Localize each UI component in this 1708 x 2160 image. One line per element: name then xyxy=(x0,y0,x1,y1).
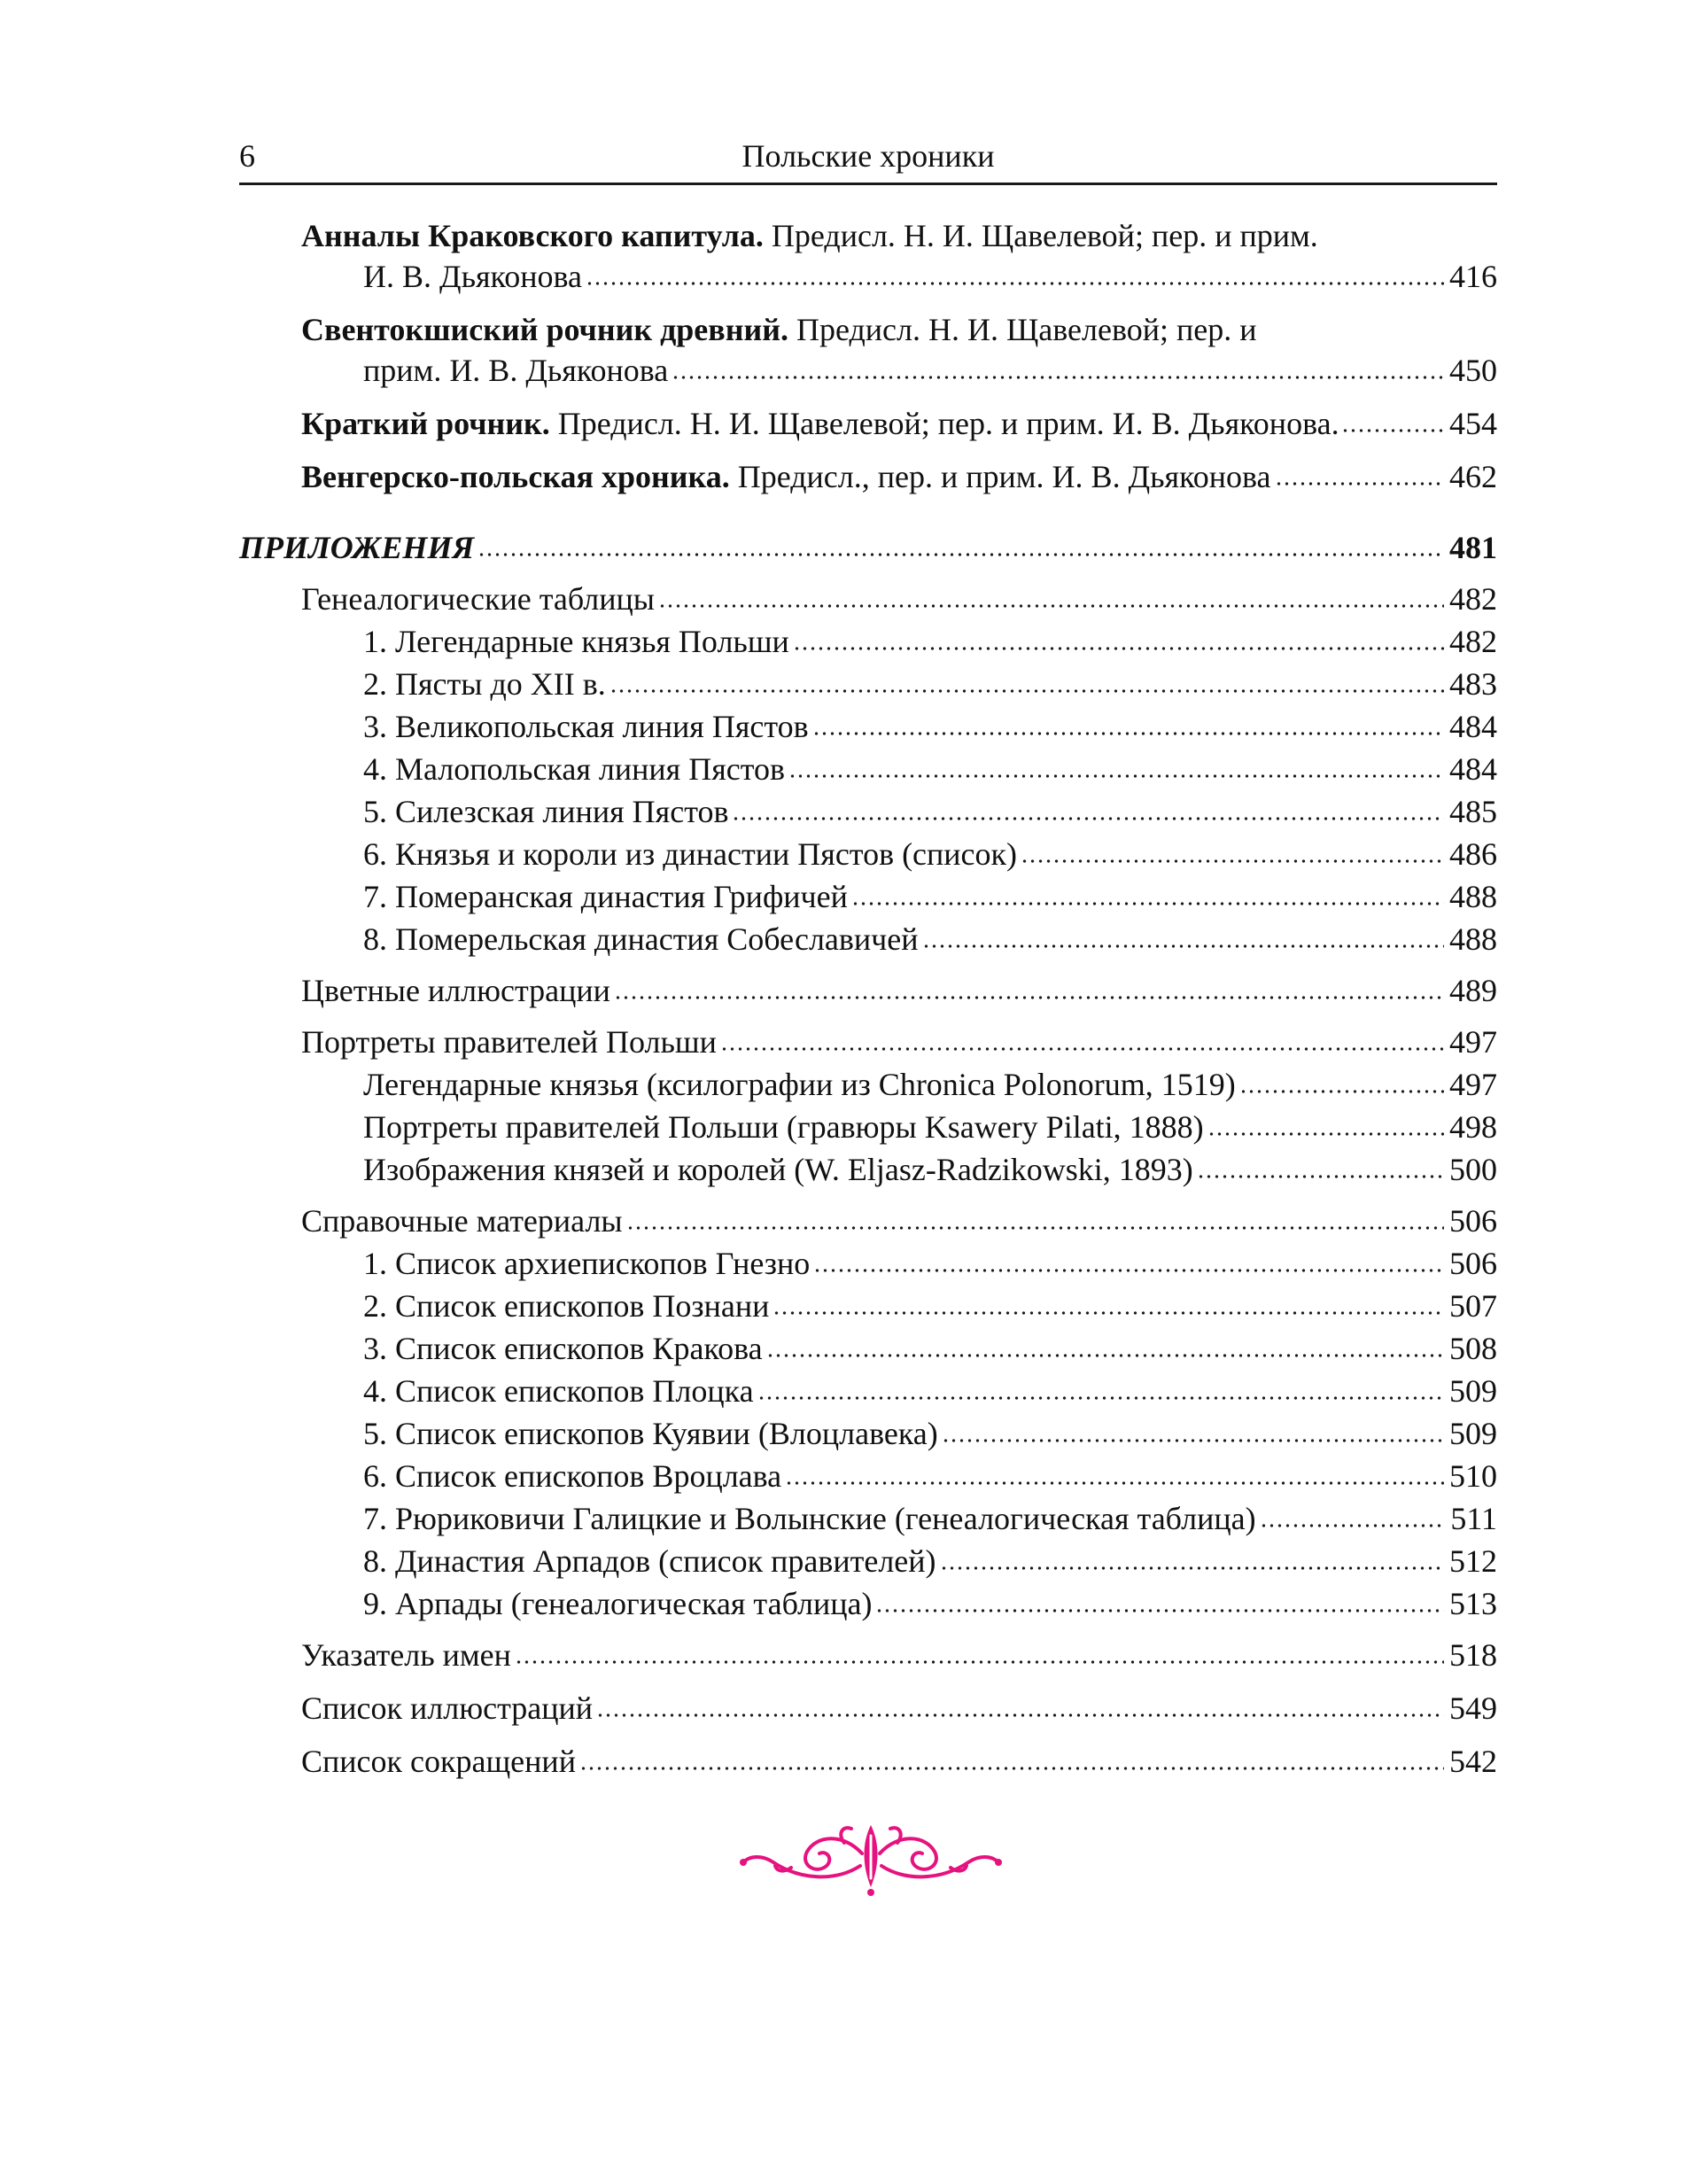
entry-credits-cont: прим. И. В. Дьяконова xyxy=(363,353,669,388)
toc-color-illustrations[interactable]: Цветные иллюстрации 489 xyxy=(301,973,1497,1008)
toc-reference-item[interactable]: 6. Список епископов Вроцлава 510 xyxy=(363,1458,1497,1494)
floral-ornament-icon xyxy=(738,1816,1004,1896)
leader-dots xyxy=(940,1563,1444,1573)
toc-genealogy-item[interactable]: 6. Князья и короли из династии Пястов (список) 486 xyxy=(363,836,1497,872)
leader-dots xyxy=(788,771,1444,781)
page-ref: 462 xyxy=(1449,459,1497,494)
leader-dots xyxy=(757,1393,1444,1403)
toc-genealogy-item[interactable]: 3. Великопольская линия Пястов 484 xyxy=(363,709,1497,744)
toc-reference-item[interactable]: 3. Список епископов Кракова 508 xyxy=(363,1331,1497,1366)
entry-credits: Предисл. Н. И. Щавелевой; пер. и xyxy=(788,312,1257,347)
page-ref: 450 xyxy=(1449,353,1497,388)
toc-reference-item[interactable]: 9. Арпады (генеалогическая таблица) 513 xyxy=(363,1586,1497,1621)
toc-entry-short-annals[interactable] xyxy=(301,402,1497,445)
leader-dots xyxy=(515,1657,1444,1667)
entry-title: Краткий рочник. xyxy=(301,406,550,441)
leader-dots xyxy=(1275,478,1444,489)
leader-dots xyxy=(579,1763,1444,1774)
leader-dots xyxy=(812,728,1444,739)
toc-genealogy-item[interactable]: 2. Пясты до XII в. 483 xyxy=(363,666,1497,702)
leader-dots xyxy=(1239,1086,1444,1097)
leader-dots xyxy=(766,1350,1444,1361)
entry-title: Анналы Краковского капитула. xyxy=(301,218,764,253)
page-header xyxy=(239,133,1497,185)
leader-dots xyxy=(672,372,1444,383)
leader-dots xyxy=(793,643,1444,654)
toc-entry-hungarian-polish[interactable] xyxy=(301,455,1497,498)
toc-reference-item[interactable]: 4. Список епископов Плоцка 509 xyxy=(363,1373,1497,1409)
leader-dots xyxy=(609,686,1444,696)
leader-dots xyxy=(1207,1129,1444,1139)
leader-dots xyxy=(658,601,1444,611)
toc-genealogy-tables[interactable]: Генеалогические таблицы 482 xyxy=(301,581,1497,617)
toc-genealogy-item[interactable]: 7. Померанская династия Грифичей 488 xyxy=(363,879,1497,914)
leader-dots xyxy=(1197,1171,1444,1182)
page-ref: 416 xyxy=(1449,259,1497,294)
toc-entry-annals-krakow[interactable] xyxy=(301,214,1318,257)
leader-dots xyxy=(720,1044,1444,1054)
toc-reference-item[interactable]: 5. Список епископов Куявии (Влоцлавека) 509 xyxy=(363,1416,1497,1451)
toc-section-appendix[interactable] xyxy=(239,526,1497,569)
toc-genealogy-item[interactable]: 8. Померельская династия Собеславичей 488 xyxy=(363,921,1497,957)
entry-credits-cont: И. В. Дьяконова xyxy=(363,259,582,294)
leader-dots xyxy=(732,813,1444,824)
leader-dots xyxy=(922,941,1444,952)
toc-portraits-item[interactable]: Портреты правителей Польши (гравюры Ksawery Pilati, 1888) 498 xyxy=(363,1109,1497,1145)
section-title: ПРИЛОЖЕНИЯ xyxy=(239,530,475,565)
running-title: Польские хроники xyxy=(741,138,995,174)
toc-entry-swietokrzyski-cont[interactable] xyxy=(363,349,1497,392)
leader-dots xyxy=(875,1605,1444,1616)
leader-dots xyxy=(586,278,1444,289)
toc-abbreviations[interactable]: Список сокращений 542 xyxy=(301,1744,1497,1779)
toc-genealogy-item[interactable]: 5. Силезская линия Пястов 485 xyxy=(363,794,1497,829)
toc-entry-swietokrzyski[interactable] xyxy=(301,308,1257,351)
entry-title: Свентокшиский рочник древний. xyxy=(301,312,788,347)
page-ref: 481 xyxy=(1449,530,1497,565)
entry-credits: Предисл., пер. и прим. И. В. Дьяконова xyxy=(729,459,1271,494)
page-number: 6 xyxy=(239,138,255,174)
toc-reference-item[interactable]: 1. Список архиепископов Гнезно 506 xyxy=(363,1246,1497,1281)
toc-illustrations-list[interactable]: Список иллюстраций 549 xyxy=(301,1690,1497,1726)
entry-credits: Предисл. Н. И. Щавелевой; пер. и прим. xyxy=(763,218,1318,253)
leader-dots xyxy=(942,1435,1444,1446)
leader-dots xyxy=(614,992,1444,1003)
leader-dots xyxy=(1021,856,1444,866)
toc-reference-item[interactable]: 8. Династия Арпадов (список правителей) 512 xyxy=(363,1543,1497,1579)
toc-portraits-item[interactable]: Изображения князей и королей (W. Eljasz-Radzikowski, 1893) 500 xyxy=(363,1152,1497,1187)
toc-portraits-item[interactable]: Легендарные князья (ксилографии из Chronica Polonorum, 1519) 497 xyxy=(363,1067,1497,1102)
page-ref: 454 xyxy=(1449,406,1497,441)
toc-reference-item[interactable]: 2. Список епископов Познани 507 xyxy=(363,1288,1497,1324)
leader-dots xyxy=(626,1223,1444,1233)
leader-dots xyxy=(851,898,1444,909)
entry-title: Венгерско-польская хроника. xyxy=(301,459,730,494)
toc-reference-item[interactable]: 7. Рюриковичи Галицкие и Волынские (генеалогическая таблица) 511 xyxy=(363,1501,1497,1536)
toc-reference-materials[interactable]: Справочные материалы 506 xyxy=(301,1203,1497,1239)
leader-dots xyxy=(596,1710,1444,1721)
toc-entry-annals-krakow-cont[interactable] xyxy=(363,255,1497,298)
leader-dots xyxy=(813,1265,1444,1276)
leader-dots xyxy=(1260,1520,1446,1531)
leader-dots xyxy=(772,1308,1444,1318)
leader-dots xyxy=(785,1478,1444,1488)
toc-genealogy-item[interactable]: 1. Легендарные князья Польши 482 xyxy=(363,624,1497,659)
entry-credits: Предисл. Н. И. Щавелевой; пер. и прим. И. В. Дьяконова. xyxy=(549,406,1339,441)
toc-portraits[interactable]: Портреты правителей Польши 497 xyxy=(301,1024,1497,1060)
leader-dots xyxy=(477,549,1444,560)
leader-dots xyxy=(1341,425,1448,436)
toc-index-names[interactable]: Указатель имен 518 xyxy=(301,1637,1497,1673)
toc-genealogy-item[interactable]: 4. Малопольская линия Пястов 484 xyxy=(363,751,1497,787)
